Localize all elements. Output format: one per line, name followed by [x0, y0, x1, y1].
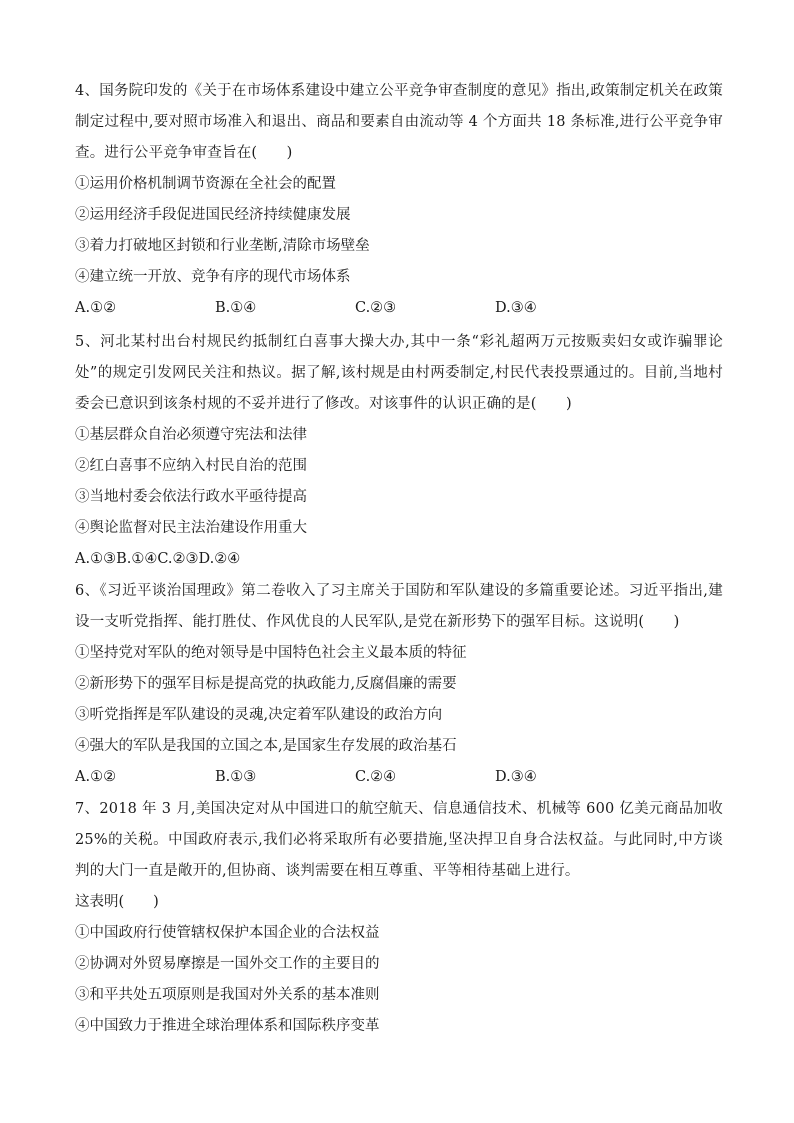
choice-b: B.①③	[215, 769, 257, 785]
option-1: ①坚持党对军队的绝对领导是中国特色社会主义最本质的特征	[75, 645, 467, 661]
choice-a: A.①②	[75, 300, 117, 316]
question-stem: 6、《习近平谈治国理政》第二卷收入了习主席关于国防和军队建设的多篇重要论述。习近平指出,建设一支听党指挥、能打胜仗、作风优良的人民军队,是党在新形势下的强军目标。这说明( )	[75, 583, 723, 630]
option-1: ①中国政府行使管辖权保护本国企业的合法权益	[75, 925, 380, 941]
question-stem: 7、2018 年 3 月,美国决定对从中国进口的航空航天、信息通信技术、机械等 600 亿美元商品加收 25%的关税。中国政府表示,我们必将采取所有必要措施,坚决捍卫自身合法权益。与此同时,中方谈判的大门一直是敞开的,但协商、谈判需要在相互尊重、平等相待基础上进行。	[75, 801, 723, 879]
option-4: ④强大的军队是我国的立国之本,是国家生存发展的政治基石	[75, 738, 457, 754]
option-3: ③听党指挥是军队建设的灵魂,决定着军队建设的政治方向	[75, 707, 443, 723]
choice-d: D.③④	[495, 769, 537, 785]
choice-b: B.①④	[215, 300, 257, 316]
question-4	[75, 76, 723, 324]
question-7	[75, 794, 723, 1042]
option-4: ④舆论监督对民主法治建设作用重大	[75, 520, 307, 536]
question-6	[75, 576, 723, 793]
question-5	[75, 327, 723, 575]
choice-d: D.③④	[495, 300, 537, 316]
answer-choices	[75, 544, 723, 575]
option-2: ②红白喜事不应纳入村民自治的范围	[75, 458, 307, 474]
option-1: ①基层群众自治必须遵守宪法和法律	[75, 427, 307, 443]
option-1: ①运用价格机制调节资源在全社会的配置	[75, 176, 336, 192]
option-3: ③和平共处五项原则是我国对外关系的基本准则	[75, 987, 380, 1003]
question-prompt: 这表明( )	[75, 894, 159, 910]
option-2: ②新形势下的强军目标是提高党的执政能力,反腐倡廉的需要	[75, 676, 457, 692]
choice-c: C.②④	[355, 769, 397, 785]
answer-choices	[75, 762, 723, 793]
question-stem: 5、河北某村出台村规民约抵制红白喜事大操大办,其中一条“彩礼超两万元按贩卖妇女或诈骗罪论处”的规定引发网民关注和热议。据了解,该村规是由村两委制定,村民代表投票通过的。目前,当地村委会已意识到该条村规的不妥并进行了修改。对该事件的认识正确的是( )	[75, 334, 723, 412]
option-4: ④建立统一开放、竞争有序的现代市场体系	[75, 269, 351, 285]
choices-inline: A.①③B.①④C.②③D.②④	[75, 551, 241, 567]
option-2: ②运用经济手段促进国民经济持续健康发展	[75, 207, 351, 223]
option-2: ②协调对外贸易摩擦是一国外交工作的主要目的	[75, 956, 380, 972]
answer-choices	[75, 293, 723, 324]
question-stem: 4、国务院印发的《关于在市场体系建设中建立公平竞争审查制度的意见》指出,政策制定机关在政策制定过程中,要对照市场准入和退出、商品和要素自由流动等 4 个方面共 18 条标准,进行公平竞争审查。进行公平竞争审查旨在( )	[75, 83, 723, 161]
option-4: ④中国致力于推进全球治理体系和国际秩序变革	[75, 1018, 380, 1034]
option-3: ③着力打破地区封锁和行业垄断,清除市场壁垒	[75, 238, 370, 254]
choice-a: A.①②	[75, 769, 117, 785]
option-3: ③当地村委会依法行政水平亟待提高	[75, 489, 307, 505]
choice-c: C.②③	[355, 300, 397, 316]
